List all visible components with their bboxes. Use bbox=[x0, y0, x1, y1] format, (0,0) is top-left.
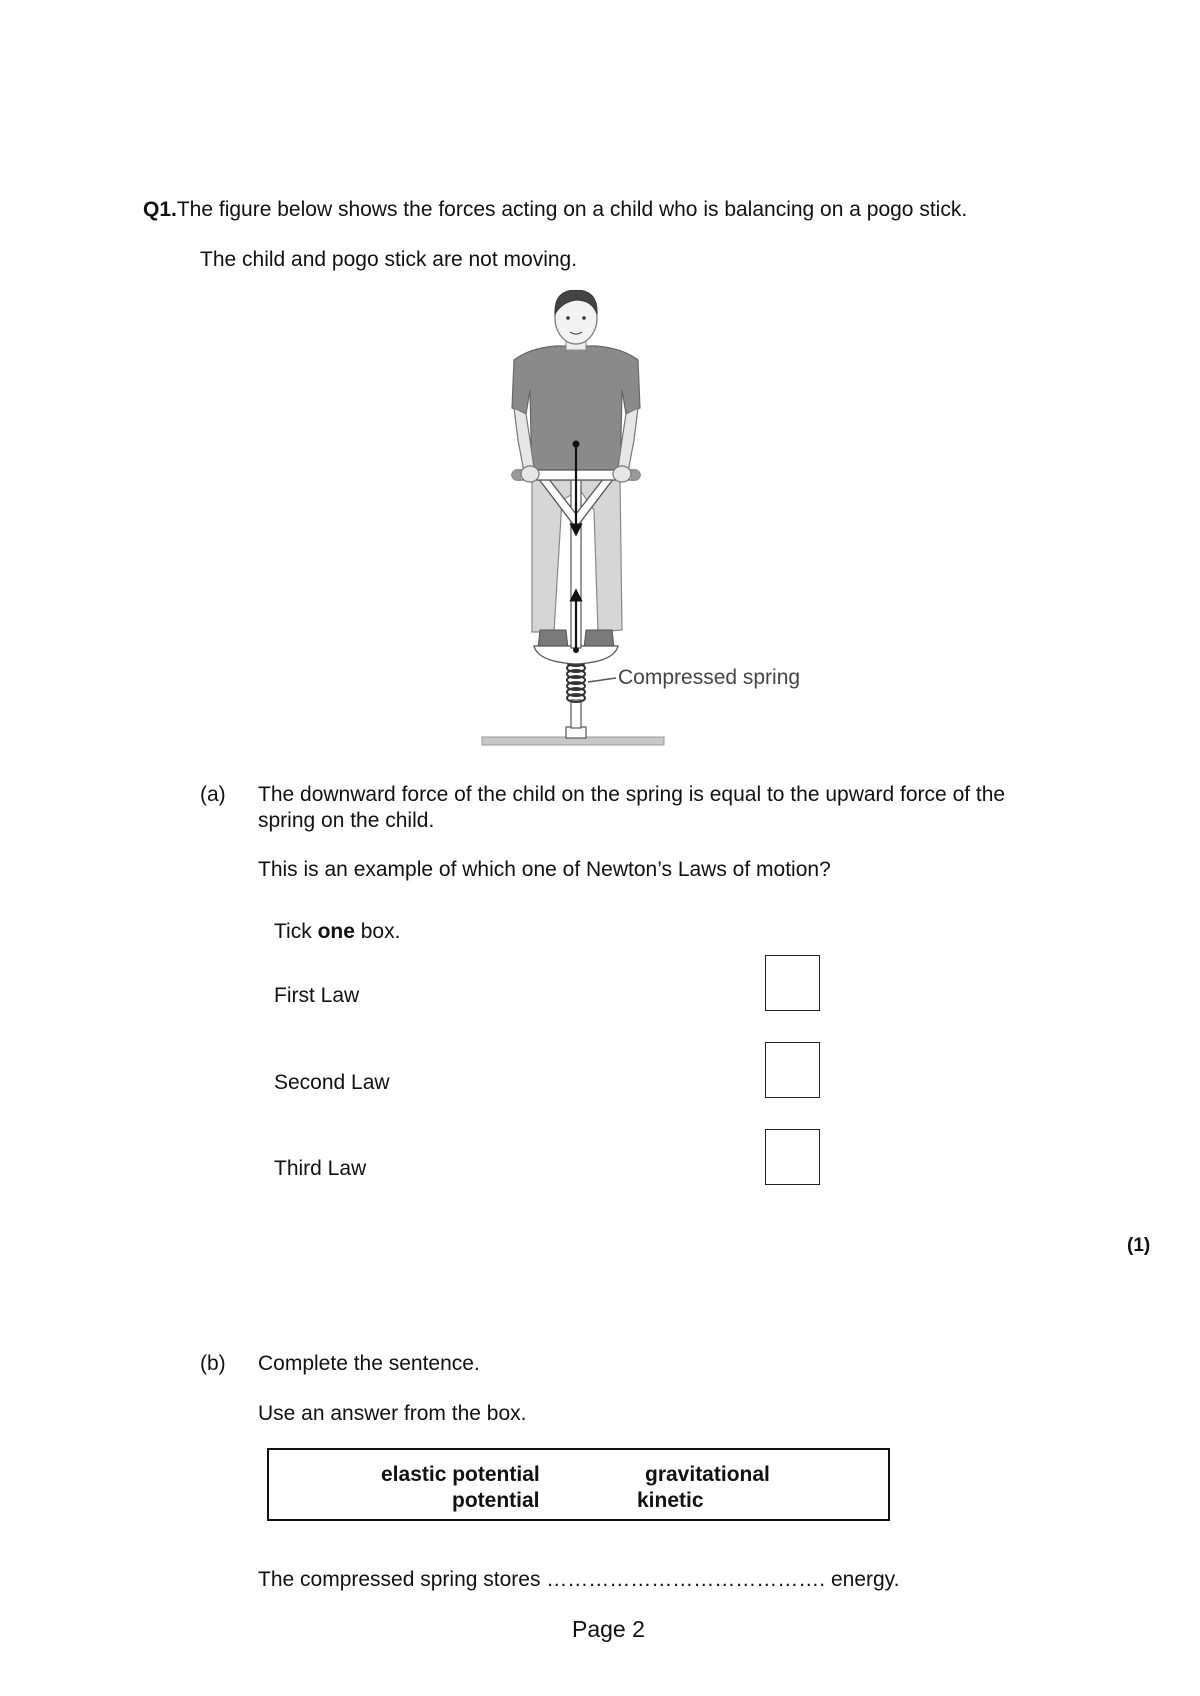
left-eye bbox=[566, 316, 570, 320]
tick-box-second-law[interactable] bbox=[765, 1042, 820, 1098]
question-intro-text: The figure below shows the forces acting on a child who is balancing on a pogo stick. bbox=[176, 198, 968, 221]
part-b-instruction: Complete the sentence. bbox=[258, 1352, 480, 1375]
part-a-label: (a) bbox=[200, 783, 226, 806]
part-b-sentence: The compressed spring stores …………………………………. energy. bbox=[258, 1568, 900, 1591]
right-eye bbox=[582, 316, 586, 320]
spring-contact-dot bbox=[573, 647, 579, 653]
part-b-subinstruction: Use an answer from the box. bbox=[258, 1402, 527, 1425]
option-second-law: Second Law bbox=[274, 1071, 390, 1094]
option-first-law: First Law bbox=[274, 984, 360, 1007]
word-gravitational: gravitational bbox=[645, 1463, 770, 1486]
tick-instruction-post: box. bbox=[354, 920, 401, 943]
word-kinetic: kinetic bbox=[637, 1489, 704, 1512]
pogo-foot bbox=[566, 727, 586, 738]
spring-label-line bbox=[588, 678, 616, 682]
part-b-label: (b) bbox=[200, 1352, 226, 1375]
part-a-text-line1: The downward force of the child on the spring is equal to the upward force of the bbox=[258, 783, 1006, 806]
right-hand bbox=[613, 466, 631, 482]
word-potential: potential bbox=[452, 1489, 540, 1512]
left-shoe bbox=[538, 630, 568, 648]
word-elastic-potential: elastic potential bbox=[381, 1463, 540, 1486]
part-a-marks: (1) bbox=[1127, 1235, 1151, 1256]
option-third-law: Third Law bbox=[274, 1157, 367, 1180]
part-a-question: This is an example of which one of Newton’s Laws of motion? bbox=[258, 858, 831, 881]
pogo-stick-figure bbox=[470, 290, 830, 750]
tick-instruction-pre: Tick bbox=[274, 920, 318, 943]
question-number: Q1. bbox=[143, 198, 177, 221]
question-statement: The child and pogo stick are not moving. bbox=[200, 248, 578, 271]
pogo-lower-stick bbox=[571, 700, 581, 728]
right-shoe bbox=[584, 630, 614, 648]
tick-instruction bbox=[274, 920, 400, 944]
spring-label: Compressed spring bbox=[618, 666, 801, 689]
page-number: Page 2 bbox=[572, 1616, 645, 1642]
tick-instruction-bold: one bbox=[317, 920, 355, 943]
tick-box-third-law[interactable] bbox=[765, 1129, 820, 1185]
question-intro bbox=[143, 198, 967, 222]
part-a-text-line2: spring on the child. bbox=[258, 809, 435, 832]
tick-box-first-law[interactable] bbox=[765, 955, 820, 1011]
answer-word-box bbox=[267, 1448, 890, 1521]
left-hand bbox=[521, 466, 539, 482]
